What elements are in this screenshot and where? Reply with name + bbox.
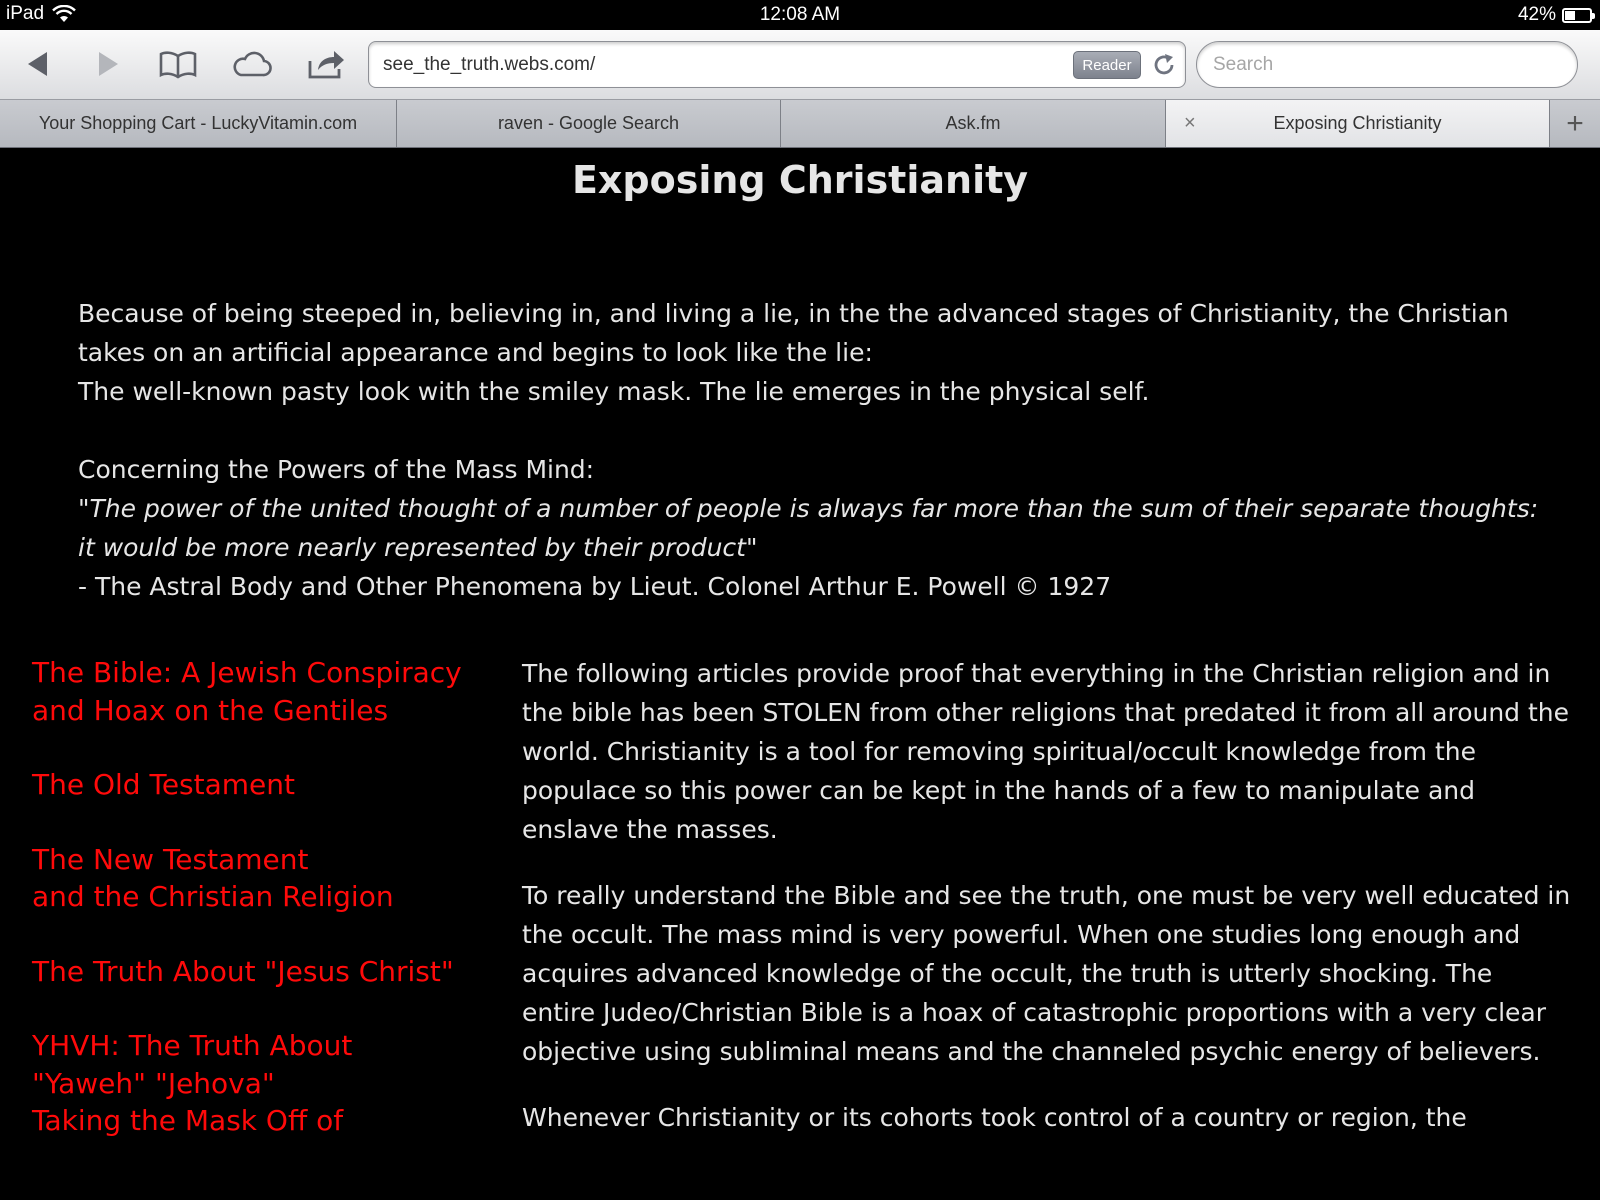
link-text: The Bible: A Jewish Conspiracy and Hoax on the Gentiles [32,656,462,727]
intro-paragraph-2: The well-known pasty look with the smiley mask. The lie emerges in the physical self. [78,377,1150,406]
link-old-testament[interactable] [32,766,472,804]
intro-section [78,294,1558,606]
icloud-tabs-button[interactable] [230,42,274,86]
mass-mind-heading: Concerning the Powers of the Mass Mind: [78,455,595,484]
link-text: The Truth About "Jesus Christ" [32,954,454,988]
share-button[interactable] [304,42,348,86]
link-bible-jewish-conspiracy[interactable] [32,654,472,729]
tab-label: Exposing Christianity [1273,113,1442,133]
address-bar[interactable] [368,41,1186,88]
quote-citation: - The Astral Body and Other Phenomena by Lieut. Colonel Arthur E. Powell © 1927 [78,572,1112,601]
status-time: 12:08 AM [759,4,841,25]
link-text: "Yaweh" "Jehova" [32,1066,275,1100]
search-input[interactable] [1213,52,1553,78]
url-text[interactable]: see_the_truth.webs.com/ [383,54,596,75]
tab-exposing-christianity[interactable] [1166,100,1550,147]
device-name: iPad [6,3,45,24]
battery-icon [1562,8,1592,23]
search-bar[interactable] [1196,41,1578,88]
tab-label: Your Shopping Cart - LuckyVitamin.com [38,113,358,133]
bookmarks-button[interactable] [156,42,200,86]
spacer [78,411,1558,450]
close-tab-icon[interactable]: × [1184,112,1196,134]
article-body [522,654,1572,1164]
web-page [0,148,1600,1200]
reader-button[interactable]: Reader [1073,51,1141,79]
browser-toolbar [0,30,1600,100]
forward-button[interactable] [86,42,130,86]
battery-fill [1565,11,1575,20]
body-paragraph: To really understand the Bible and see the truth, one must be very well educated in the occult. The mass mind is very powerful. When one studies long enough and acquires advanced knowledge of the occult, the truth is utterly shocking. The entire Judeo/Christian Bible is a hoax of catastrophic proportions with a very clear objective using subliminal means and the channeled psychic energy of believers. [522,881,1571,1066]
tab-askfm[interactable] [781,100,1166,147]
link-text: Taking the Mask Off of [32,1104,344,1137]
cloud-icon [231,49,273,79]
plus-icon: + [1566,106,1584,140]
battery-percent: 42% [1517,4,1556,25]
book-icon [158,49,198,79]
tab-shopping-cart[interactable] [0,100,397,147]
back-arrow-icon [23,49,53,79]
link-text: and the Christian Religion [32,880,394,913]
link-new-testament[interactable] [32,841,472,916]
tab-label: Ask.fm [945,113,1001,133]
article-links [32,654,472,1177]
share-icon [306,48,346,80]
forward-arrow-icon [93,49,123,79]
quote: "The power of the united thought of a number of people is always far more than the sum of their separate thoughts: it would be more nearly represented by their product" [78,494,1539,562]
body-paragraph: The following articles provide proof that everything in the Christian religion and in the bible has been STOLEN from other religions that predated it from all around the world. Christianity is a tool for removing spiritual/occult knowledge from the populace so this power can be kept in the hands of a few to manipulate and enslave the masses. [522,659,1570,844]
page-title: Exposing Christianity [571,158,1029,202]
tab-strip [0,100,1600,148]
status-right [1518,4,1592,26]
intro-paragraph: Because of being steeped in, believing in, and living a lie, in the the advanced stages of Christianity, the Christian takes on an artificial appearance and begins to look like the lie: [78,299,1509,367]
status-bar [0,0,1600,30]
body-paragraph: Whenever Christianity or its cohorts took control of a country or region, the [522,1103,1467,1132]
tab-google-search[interactable] [397,100,781,147]
link-text: YHVH: The Truth About [32,1029,353,1062]
reload-icon[interactable] [1151,52,1177,78]
link-text: The Old Testament [32,768,295,801]
new-tab-button[interactable] [1550,100,1600,147]
tab-label: raven - Google Search [497,113,680,133]
link-truth-about-jesus[interactable] [32,953,472,991]
link-text: The New Testament [32,842,309,876]
link-yhvh[interactable] [32,1027,472,1140]
back-button[interactable] [16,42,60,86]
